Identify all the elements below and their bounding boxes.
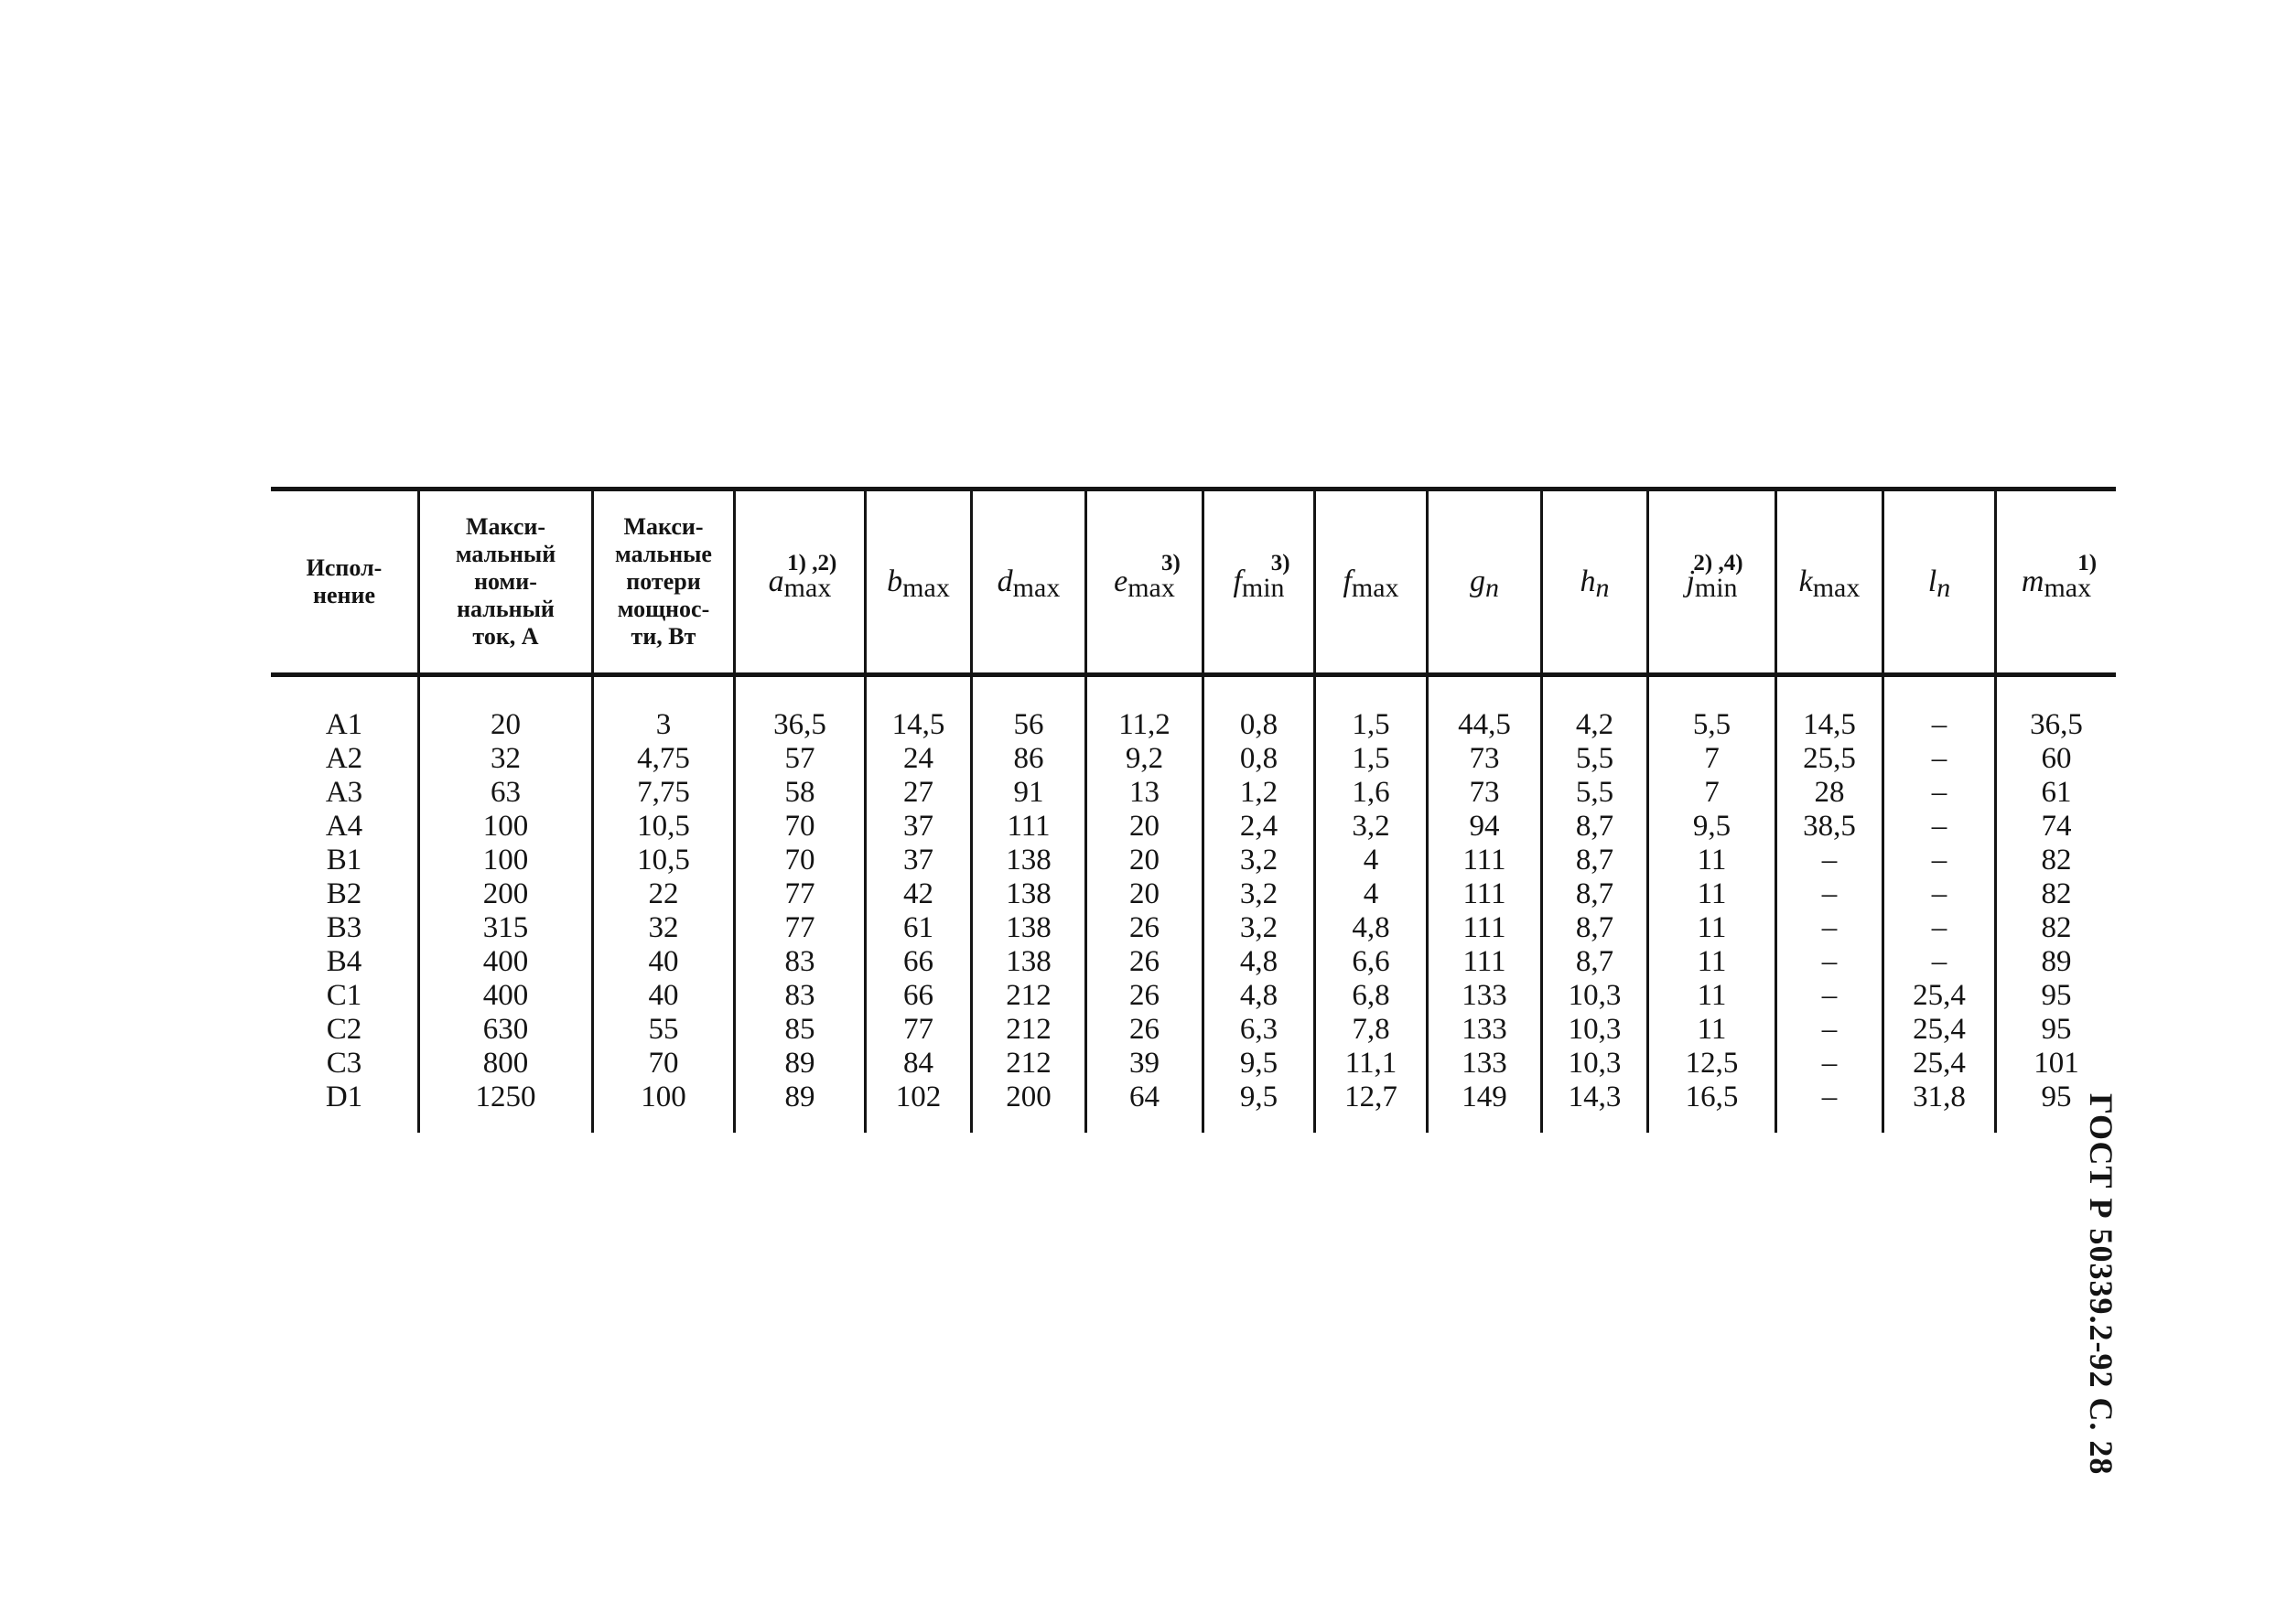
- header-e-max-sub: max: [1127, 572, 1175, 603]
- column-max-power-loss: [594, 708, 733, 1114]
- table-cell: 0,8: [1239, 742, 1278, 775]
- table-cell: 800: [482, 1047, 529, 1080]
- table-cell: A1: [325, 708, 363, 741]
- table-cell: 7,8: [1352, 1013, 1390, 1046]
- header-b-max-base: b: [887, 564, 903, 598]
- table-cell: 73: [1469, 742, 1500, 775]
- column-k-max: [1777, 708, 1882, 1114]
- table-cell: 315: [482, 911, 529, 944]
- table-cell: 14,3: [1568, 1081, 1622, 1113]
- table-cell: 5,5: [1575, 776, 1614, 809]
- column-a-max: [736, 708, 864, 1114]
- header-a-max-base: a: [768, 564, 784, 598]
- header-k-max-sub: max: [1812, 572, 1861, 603]
- table-cell: 11: [1697, 844, 1727, 877]
- table-cell: 149: [1462, 1081, 1507, 1113]
- table-cell: 11: [1697, 945, 1727, 978]
- header-max-current-label: Макси- мальный номи- нальный ток, А: [455, 513, 556, 650]
- table-cell: 25,4: [1913, 1047, 1966, 1080]
- header-g-n-base: g: [1470, 564, 1485, 598]
- table-cell: 77: [903, 1013, 933, 1046]
- header-e-max-base: e: [1114, 564, 1128, 598]
- table-cell: 1,5: [1352, 708, 1390, 741]
- header-f-min: [1204, 491, 1313, 672]
- table-cell: 10,3: [1568, 1013, 1622, 1046]
- column-f-min: [1204, 708, 1313, 1114]
- table-cell: 4,8: [1352, 911, 1390, 944]
- table-cell: 9,5: [1239, 1081, 1278, 1113]
- header-m-max-base: m: [2021, 564, 2044, 598]
- table-cell: 95: [2041, 979, 2072, 1012]
- table-cell: 3,2: [1352, 810, 1390, 843]
- table-cell: –: [1821, 877, 1838, 910]
- table-cell: 3,2: [1239, 877, 1278, 910]
- table-cell: 8,7: [1575, 945, 1614, 978]
- table-cell: 26: [1129, 945, 1160, 978]
- table-cell: 212: [1006, 1013, 1052, 1046]
- table-cell: 56: [1013, 708, 1044, 741]
- table-cell: –: [1821, 945, 1838, 978]
- header-a-max: [736, 491, 864, 672]
- header-j-min: [1649, 491, 1775, 672]
- table-cell: 74: [2041, 810, 2072, 843]
- header-b-max-sub: max: [902, 572, 950, 603]
- table-cell: 20: [1129, 810, 1160, 843]
- table-cell: 83: [784, 945, 815, 978]
- header-g-n-sub: n: [1485, 572, 1499, 603]
- table-cell: 39: [1129, 1047, 1160, 1080]
- header-f-min-symbol: [1233, 550, 1290, 603]
- table-cell: 400: [482, 979, 529, 1012]
- column-d-max: [973, 708, 1084, 1114]
- table-cell: 89: [2041, 945, 2072, 978]
- column-m-max: [1997, 708, 2116, 1114]
- table-cell: 84: [903, 1047, 933, 1080]
- header-e-max: [1087, 491, 1202, 672]
- table-cell: 40: [648, 945, 679, 978]
- table-cell: 28: [1814, 776, 1845, 809]
- table-cell: 4: [1363, 844, 1379, 877]
- table-cell: 630: [482, 1013, 529, 1046]
- table-cell: 133: [1462, 1013, 1507, 1046]
- table-cell: 7: [1704, 776, 1720, 809]
- table-cell: 31,8: [1913, 1081, 1966, 1113]
- table-cell: –: [1931, 911, 1947, 944]
- table-cell: 42: [903, 877, 933, 910]
- header-l-n-symbol: [1928, 564, 1950, 601]
- table-cell: 27: [903, 776, 933, 809]
- table-cell: 32: [491, 742, 521, 775]
- table-cell: 138: [1006, 844, 1052, 877]
- header-variant: [271, 491, 417, 672]
- table-cell: 32: [648, 911, 679, 944]
- table-cell: –: [1821, 844, 1838, 877]
- table-cell: 200: [482, 877, 529, 910]
- table-cell: 6,8: [1352, 979, 1390, 1012]
- table-cell: 12,5: [1685, 1047, 1739, 1080]
- column-e-max: [1087, 708, 1202, 1114]
- header-g-n-symbol: [1470, 564, 1499, 601]
- table-cell: –: [1931, 776, 1947, 809]
- table-cell: 6,3: [1239, 1013, 1278, 1046]
- table-cell: –: [1821, 1013, 1838, 1046]
- table-cell: 91: [1013, 776, 1044, 809]
- table-cell: 8,7: [1575, 844, 1614, 877]
- header-a-max-symbol: [768, 550, 837, 603]
- header-e-max-footnote: 3): [1161, 550, 1181, 575]
- table-cell: 82: [2041, 844, 2072, 877]
- table-cell: 400: [482, 945, 529, 978]
- table-cell: 8,7: [1575, 810, 1614, 843]
- table-cell: 55: [648, 1013, 679, 1046]
- table-cell: 133: [1462, 979, 1507, 1012]
- table-cell: 111: [1462, 844, 1506, 877]
- table-cell: 26: [1129, 1013, 1160, 1046]
- table-cell: C2: [326, 1013, 362, 1046]
- table-cell: B4: [326, 945, 362, 978]
- table-cell: 57: [784, 742, 815, 775]
- table-cell: 37: [903, 844, 933, 877]
- header-m-max-symbol: [2021, 550, 2098, 603]
- column-f-max: [1316, 708, 1426, 1114]
- table-cell: 44,5: [1458, 708, 1511, 741]
- column-b-max: [867, 708, 970, 1114]
- table-cell: 26: [1129, 979, 1160, 1012]
- table-cell: C3: [326, 1047, 362, 1080]
- table-cell: 1,5: [1352, 742, 1390, 775]
- table-cell: 89: [784, 1047, 815, 1080]
- table-cell: 5,5: [1575, 742, 1614, 775]
- header-a-max-sub: max: [783, 572, 832, 603]
- table-cell: 26: [1129, 911, 1160, 944]
- table-cell: 95: [2041, 1081, 2072, 1113]
- table-cell: 77: [784, 877, 815, 910]
- table-cell: 82: [2041, 911, 2072, 944]
- table-cell: 100: [482, 844, 529, 877]
- table-cell: 38,5: [1803, 810, 1856, 843]
- table-cell: 89: [784, 1081, 815, 1113]
- header-variant-label: Испол- нение: [306, 554, 383, 608]
- table-cell: 10,3: [1568, 1047, 1622, 1080]
- table-cell: 64: [1129, 1081, 1160, 1113]
- table-cell: 83: [784, 979, 815, 1012]
- header-l-n-sub: n: [1936, 572, 1951, 603]
- table-cell: 4: [1363, 877, 1379, 910]
- header-m-max-sub: max: [2044, 572, 2092, 603]
- table-cell: –: [1821, 911, 1838, 944]
- header-h-n-sub: n: [1595, 572, 1610, 603]
- table-cell: 0,8: [1239, 708, 1278, 741]
- table-cell: 1250: [475, 1081, 536, 1113]
- header-j-min-sub: min: [1694, 572, 1738, 603]
- table-cell: 111: [1462, 877, 1506, 910]
- table-cell: –: [1931, 945, 1947, 978]
- header-l-n: [1884, 491, 1994, 672]
- table-cell: 58: [784, 776, 815, 809]
- table-cell: –: [1821, 1047, 1838, 1080]
- table-cell: 100: [482, 810, 529, 843]
- header-h-n: [1543, 491, 1646, 672]
- table-cell: 111: [1007, 810, 1051, 843]
- table-cell: 5,5: [1692, 708, 1731, 741]
- header-b-max: [867, 491, 970, 672]
- table-cell: 1,6: [1352, 776, 1390, 809]
- table-cell: 12,7: [1344, 1081, 1397, 1113]
- table-cell: 20: [1129, 844, 1160, 877]
- column-h-n: [1543, 708, 1646, 1114]
- table-cell: A2: [325, 742, 363, 775]
- header-b-max-symbol: [887, 564, 950, 601]
- header-m-max: [1997, 491, 2116, 672]
- table-cell: 138: [1006, 945, 1052, 978]
- table-cell: 25,5: [1803, 742, 1856, 775]
- header-h-n-symbol: [1580, 564, 1610, 601]
- table-cell: 61: [903, 911, 933, 944]
- column-variant: [271, 708, 417, 1114]
- table-cell: 100: [641, 1081, 686, 1113]
- table-cell: 4,8: [1239, 979, 1278, 1012]
- table-cell: –: [1931, 708, 1947, 741]
- table-cell: –: [1931, 810, 1947, 843]
- table-cell: –: [1931, 877, 1947, 910]
- table-cell: 25,4: [1913, 1013, 1966, 1046]
- header-max-power-loss-label: Макси- мальные потери мощнос- ти, Вт: [615, 513, 712, 650]
- table-cell: 3: [655, 708, 672, 741]
- table-cell: 22: [648, 877, 679, 910]
- table-cell: B2: [326, 877, 362, 910]
- header-d-max: [973, 491, 1084, 672]
- header-l-n-base: l: [1927, 564, 1937, 598]
- table-cell: 212: [1006, 979, 1052, 1012]
- header-f-min-base: f: [1233, 564, 1242, 598]
- header-d-max-symbol: [998, 564, 1061, 601]
- table-cell: 73: [1469, 776, 1500, 809]
- table-cell: 11,1: [1344, 1047, 1397, 1080]
- table-cell: 13: [1129, 776, 1160, 809]
- table-cell: 11: [1697, 911, 1727, 944]
- header-k-max: [1777, 491, 1882, 672]
- table-cell: 20: [1129, 877, 1160, 910]
- column-j-min: [1649, 708, 1775, 1114]
- table-cell: 36,5: [773, 708, 826, 741]
- table-cell: 6,6: [1352, 945, 1390, 978]
- table-cell: 4,8: [1239, 945, 1278, 978]
- table-cell: 77: [784, 911, 815, 944]
- table-cell: 70: [784, 844, 815, 877]
- table-cell: –: [1931, 844, 1947, 877]
- table-cell: B3: [326, 911, 362, 944]
- header-j-min-base: j: [1686, 564, 1695, 598]
- table-cell: 11: [1697, 979, 1727, 1012]
- table-cell: 9,5: [1692, 810, 1731, 843]
- header-f-min-sub: min: [1241, 572, 1285, 603]
- header-g-n: [1429, 491, 1540, 672]
- table-cell: 11: [1697, 877, 1727, 910]
- header-h-n-base: h: [1580, 564, 1596, 598]
- table-cell: 11,2: [1118, 708, 1170, 741]
- table-cell: 10,3: [1568, 979, 1622, 1012]
- header-m-max-footnote: 1): [2077, 550, 2098, 575]
- header-a-max-footnote: 1) ,2): [787, 550, 837, 575]
- table-cell: 70: [784, 810, 815, 843]
- table-cell: 10,5: [637, 810, 690, 843]
- header-f-min-footnote: 3): [1270, 550, 1290, 575]
- table-cell: A4: [325, 810, 363, 843]
- table-cell: –: [1931, 742, 1947, 775]
- table-cell: 111: [1462, 945, 1506, 978]
- header-d-max-sub: max: [1012, 572, 1061, 603]
- table-cell: 36,5: [2030, 708, 2083, 741]
- table-cell: 133: [1462, 1047, 1507, 1080]
- table-cell: 7: [1704, 742, 1720, 775]
- column-g-n: [1429, 708, 1540, 1114]
- header-d-max-base: d: [997, 564, 1013, 598]
- table-cell: 70: [648, 1047, 679, 1080]
- table-cell: 3,2: [1239, 911, 1278, 944]
- table-header-rule: [271, 672, 2116, 677]
- table-cell: 66: [903, 979, 933, 1012]
- table-cell: 212: [1006, 1047, 1052, 1080]
- table-cell: A3: [325, 776, 363, 809]
- table-cell: 138: [1006, 877, 1052, 910]
- header-max-power-loss: [594, 491, 733, 672]
- table-cell: 63: [491, 776, 521, 809]
- header-j-min-footnote: 2) ,4): [1693, 550, 1743, 575]
- column-max-current: [420, 708, 591, 1114]
- table-cell: 95: [2041, 1013, 2072, 1046]
- header-k-max-symbol: [1799, 564, 1861, 601]
- table-cell: 102: [895, 1081, 942, 1113]
- table-cell: 9,5: [1239, 1047, 1278, 1080]
- table-cell: 40: [648, 979, 679, 1012]
- column-l-n: [1884, 708, 1994, 1114]
- table-cell: D1: [325, 1081, 363, 1113]
- table-cell: –: [1821, 1081, 1838, 1113]
- header-k-max-base: k: [1798, 564, 1813, 598]
- header-f-max-base: f: [1343, 564, 1352, 598]
- table-cell: B1: [326, 844, 362, 877]
- table-cell: 11: [1697, 1013, 1727, 1046]
- header-max-current: [420, 491, 591, 672]
- table-cell: 3,2: [1239, 844, 1278, 877]
- table-cell: 4,2: [1575, 708, 1614, 741]
- table-cell: 61: [2041, 776, 2072, 809]
- table-cell: 101: [2033, 1047, 2079, 1080]
- table-cell: 111: [1462, 911, 1506, 944]
- table-cell: 82: [2041, 877, 2072, 910]
- table-cell: C1: [326, 979, 362, 1012]
- table-cell: 138: [1006, 911, 1052, 944]
- table-cell: 94: [1469, 810, 1500, 843]
- header-f-max-sub: max: [1351, 572, 1399, 603]
- table-cell: 20: [491, 708, 521, 741]
- table-cell: 86: [1013, 742, 1044, 775]
- table-cell: 200: [1006, 1081, 1052, 1113]
- table-cell: 14,5: [1803, 708, 1856, 741]
- table-cell: 10,5: [637, 844, 690, 877]
- table-cell: 4,75: [637, 742, 690, 775]
- table-cell: 66: [903, 945, 933, 978]
- table-cell: 25,4: [1913, 979, 1966, 1012]
- table-cell: 60: [2041, 742, 2072, 775]
- table-cell: 16,5: [1685, 1081, 1739, 1113]
- header-e-max-symbol: [1114, 550, 1181, 603]
- header-f-max: [1316, 491, 1426, 672]
- table-cell: 14,5: [891, 708, 945, 741]
- table-cell: 1,2: [1239, 776, 1278, 809]
- table-cell: –: [1821, 979, 1838, 1012]
- table-cell: 7,75: [637, 776, 690, 809]
- table-cell: 8,7: [1575, 911, 1614, 944]
- header-f-max-symbol: [1343, 564, 1398, 601]
- table-cell: 9,2: [1125, 742, 1164, 775]
- header-j-min-symbol: [1686, 550, 1743, 603]
- table-cell: 37: [903, 810, 933, 843]
- document-designation: ГОСТ Р 50339.2-92 С. 28: [2083, 1093, 2120, 1476]
- table-cell: 8,7: [1575, 877, 1614, 910]
- table-cell: 24: [903, 742, 933, 775]
- table-cell: 85: [784, 1013, 815, 1046]
- table-cell: 2,4: [1239, 810, 1278, 843]
